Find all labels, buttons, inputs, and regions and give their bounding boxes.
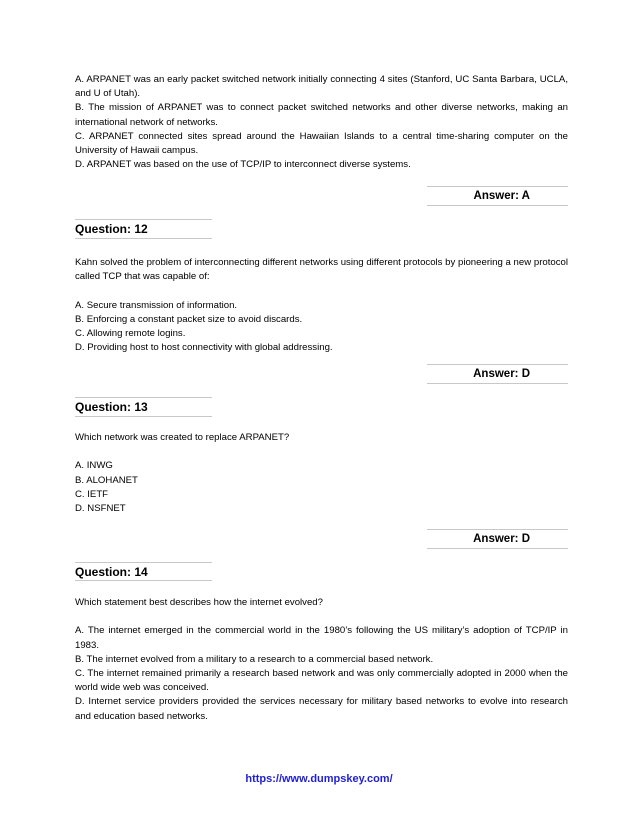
- q12-body: [75, 256, 568, 355]
- q12-heading-rule-top: [75, 219, 212, 220]
- q12-option-a: A. Secure transmission of information.: [75, 299, 238, 311]
- q14-option-d: D. Internet service providers provided the services necessary for military based networks to evolve into research and education based networks.: [75, 696, 568, 722]
- q12-heading-rule-bottom: [75, 238, 212, 239]
- q11-option-b: B. The mission of ARPANET was to connect packet switched networks and other diverse networks, making an international network of networks.: [75, 102, 568, 128]
- q12-answer: Answer: D: [473, 368, 530, 380]
- q14-option-c: C. The internet remained primarily a research based network and was only commercially adopted in 2000 when the world wide web was conceived.: [75, 668, 568, 694]
- q11-option-c: C. ARPANET connected sites spread around the Hawaiian Islands to a central time-sharing computer on the University of Hawaii campus.: [75, 130, 568, 157]
- q12-option-d: D. Providing host to host connectivity with global addressing.: [75, 342, 333, 354]
- q12-answer-rule-bottom: [427, 383, 568, 384]
- q13-option-a: A. INWG: [75, 460, 113, 472]
- q14-heading: Question: 14: [75, 565, 148, 579]
- q13-option-c: C. IETF: [75, 488, 109, 500]
- q12-question-text: Kahn solved the problem of interconnecting different networks using different protocols by pioneering a new protocol called TCP that was capable of:: [75, 257, 568, 283]
- q11-options: [75, 73, 568, 172]
- q13-answer: Answer: D: [473, 533, 530, 545]
- q11-answer: Answer: A: [473, 190, 530, 202]
- q13-body: [75, 431, 568, 516]
- q13-answer-rule-bottom: [427, 548, 568, 549]
- q12-option-c: C. Allowing remote logins.: [75, 328, 186, 339]
- q14-heading-rule-top: [75, 562, 212, 563]
- q13-answer-rule-top: [427, 529, 568, 530]
- q11-answer-rule-top: [427, 186, 568, 187]
- q14-question-text: Which statement best describes how the internet evolved?: [75, 597, 323, 608]
- q13-heading-rule-bottom: [75, 416, 212, 417]
- q12-answer-rule-top: [427, 364, 568, 365]
- q14-heading-rule-bottom: [75, 580, 212, 581]
- q11-option-d: D. ARPANET was based on the use of TCP/IP to interconnect diverse systems.: [75, 159, 411, 171]
- q12-heading: Question: 12: [75, 222, 148, 236]
- q14-option-a: A. The internet emerged in the commercial world in the 1980’s following the US military’s adoption of TCP/IP in 1983.: [75, 625, 568, 651]
- q13-heading: Question: 13: [75, 400, 148, 414]
- q11-answer-rule-bottom: [427, 205, 568, 206]
- q12-option-b: B. Enforcing a constant packet size to avoid discards.: [75, 313, 303, 325]
- q14-option-b: B. The internet evolved from a military to a research to a commercial based network.: [75, 653, 434, 665]
- q13-question-text: Which network was created to replace ARPANET?: [75, 432, 290, 443]
- q14-body: [75, 596, 568, 724]
- q11-option-a: A. ARPANET was an early packet switched network initially connecting 4 sites (Stanford, UC Santa Barbara, UCLA, and U of Utah).: [75, 74, 568, 100]
- q13-option-b: B. ALOHANET: [75, 474, 138, 486]
- q13-heading-rule-top: [75, 397, 212, 398]
- q13-option-d: D. NSFNET: [75, 503, 126, 514]
- footer-url-link[interactable]: https://www.dumpskey.com/: [245, 773, 393, 785]
